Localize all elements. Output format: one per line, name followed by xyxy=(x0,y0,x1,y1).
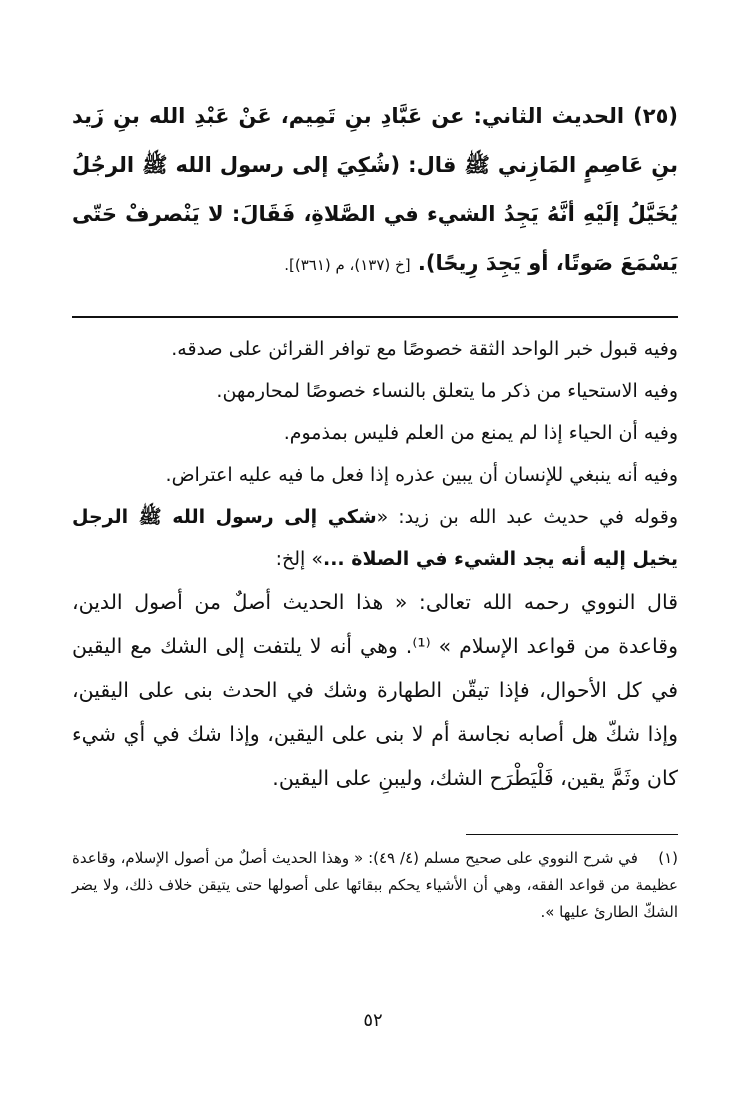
hadith-number: (٢٥) xyxy=(633,104,678,128)
nawawi-quote: قال النووي رحمه الله تعالى: « هذا الحديث أصلٌ من أصول الدين، وقاعدة من قواعد الإسلام » ⁽¹⁾. xyxy=(72,590,678,658)
footnote-divider xyxy=(466,834,678,835)
hadith-text xyxy=(72,92,678,290)
quote-intro: وقوله في حديث عبد الله بن زيد: « xyxy=(376,506,678,528)
nawawi-paragraph xyxy=(72,580,678,800)
footnote xyxy=(72,845,678,926)
quote-paragraph xyxy=(72,496,678,580)
section-divider xyxy=(72,316,678,318)
commentary-point: وفيه الاستحياء من ذكر ما يتعلق بالنساء خصوصًا لمحارمهن. xyxy=(216,380,678,402)
commentary-point: وفيه أن الحياء إذا لم يمنع من العلم فليس بمذموم. xyxy=(283,422,678,444)
footnote-text: في شرح النووي على صحيح مسلم (٤/ ٤٩): « وهذا الحديث أصلٌ من أصول الإسلام، وقاعدة عظيمة من قواعد الفقه، وهي أن الأشياء يحكم ببقائها على أصولها حتى يتيقن خلاف ذلك، ولا يضر الشكّ الطارئ عليها ». xyxy=(72,849,678,921)
commentary xyxy=(72,328,678,800)
page-number: ٥٢ xyxy=(363,1010,383,1031)
hadith-body: الحديث الثاني: عن عَبَّادِ بنِ تَمِيم، عَنْ عَبْدِ الله بنِ زَيد بنِ عَاصِمٍ المَازِني ﷺ قال: (شُكِيَ إلى رسول الله ﷺ الرجُلُ يُخَيَّلُ إلَيْهِ أنَّهُ يَجِدُ الشيء في الصَّلاةِ، فَقَالَ: لا يَنْصرفْ حَتّى يَسْمَعَ صَوتًا، أو يَجِدَ رِيحًا). xyxy=(72,104,678,275)
nawawi-explanation: وهي أنه لا يلتفت إلى الشك مع اليقين في كل الأحوال، فإذا تيقّن الطهارة وشك في الحدث بنى على اليقين، وإذا شكّ هل أصابه نجاسة أم لا بنى على اليقين، وإذا شك في أي شيء كان وثَمَّ يقين، فَلْيَطْرَح الشك، وليبنِ على اليقين. xyxy=(72,634,678,790)
quote-end: » إلخ: xyxy=(275,548,323,570)
commentary-point: وفيه أنه ينبغي للإنسان أن يبين عذره إذا فعل ما فيه عليه اعتراض. xyxy=(165,464,678,486)
commentary-point: وفيه قبول خبر الواحد الثقة خصوصًا مع توافر القرائن على صدقه. xyxy=(171,338,678,360)
footnote-marker: (١) xyxy=(658,849,678,867)
quoted-hadith: شكي إلى رسول الله ﷺ الرجل يخيل إليه أنه يجد الشيء في الصلاة ... xyxy=(72,506,678,570)
hadith-reference: [خ (١٣٧)، م (٣٦١)]. xyxy=(284,256,411,274)
